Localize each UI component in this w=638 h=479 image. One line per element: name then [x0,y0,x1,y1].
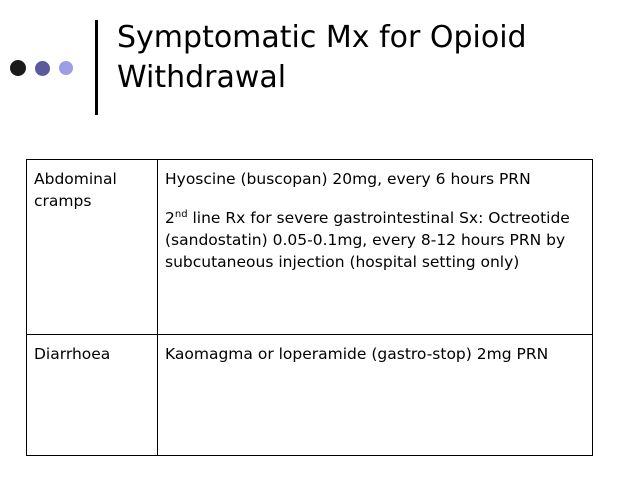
treatment-first-line: Kaomagma or loperamide (gastro-stop) 2mg PRN [165,345,549,363]
slide-title-line-1: Symptomatic Mx for Opioid [117,20,527,55]
treatment-cell [158,160,593,335]
second-line-text: line Rx for severe gastrointestinal Sx: Octreotide (sandostatin) 0.05-0.1mg, every 8-12 hours PRN by subcutaneous injection (hospital setting only) [165,209,570,271]
treatment-cell [158,335,593,456]
second-line-ordinal-suffix: nd [174,208,188,220]
symptom-management-table [26,159,593,456]
treatment-first-line: Hyoscine (buscopan) 20mg, every 6 hours PRN [165,170,531,188]
dot-3-icon [59,61,73,75]
slide-title [117,18,617,98]
decorative-dots [10,59,82,77]
dot-2-icon [35,61,50,76]
symptom-cell [27,160,158,335]
title-divider [95,20,98,115]
symptom-label: Diarrhoea [34,345,111,363]
symptom-label: Abdominal cramps [34,170,117,210]
table-row [27,335,593,456]
slide-title-line-2: Withdrawal [117,60,287,95]
table-row [27,160,593,335]
dot-1-icon [10,60,26,76]
second-line-ordinal: 2 [165,209,175,227]
symptom-cell [27,335,158,456]
treatment-second-line [165,207,585,273]
